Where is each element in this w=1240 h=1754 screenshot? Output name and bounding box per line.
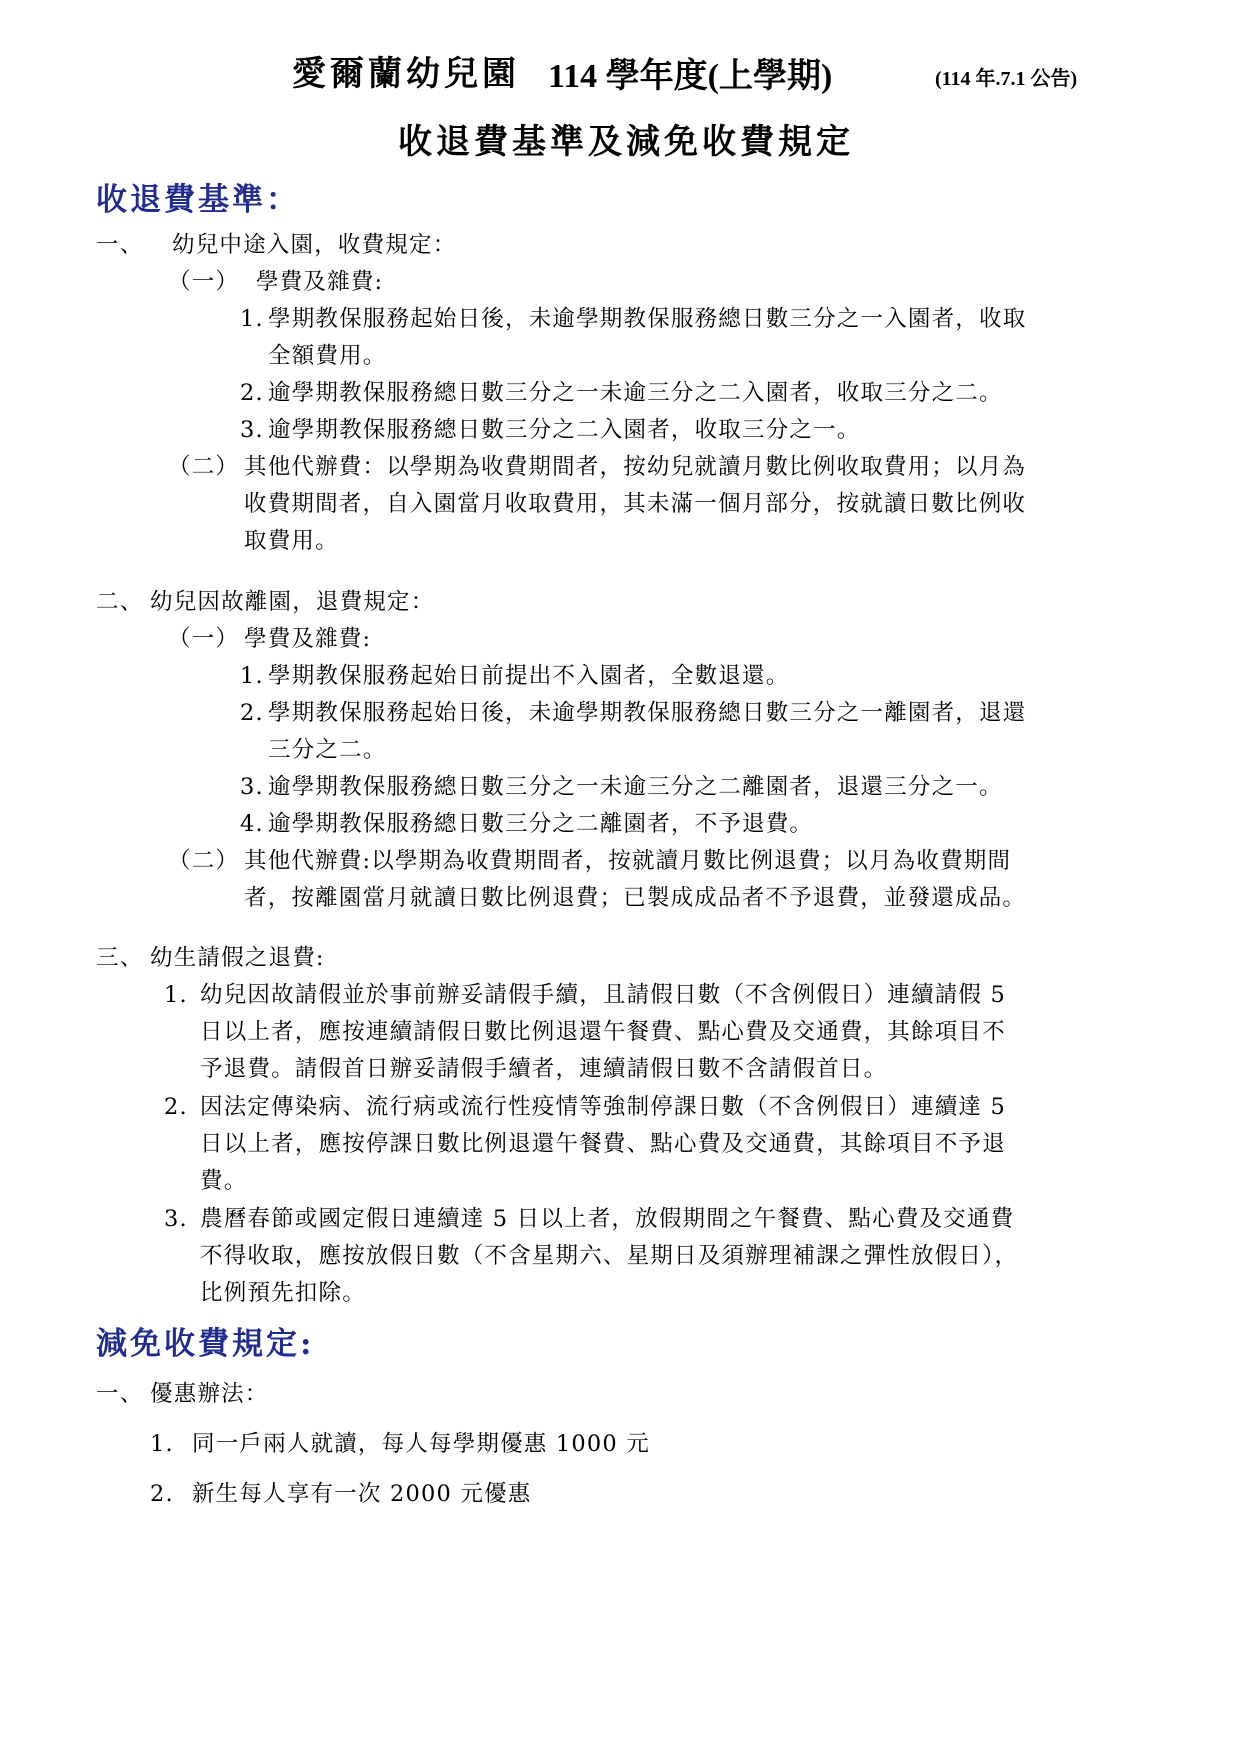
sub-item-text-cont: 收費期間者，自入園當月收取費用，其未滿一個月部分，按就讀日數比例收 [244, 491, 1027, 517]
point-number: 2. [240, 380, 264, 406]
item-number: 二、 [96, 589, 144, 615]
sub-item-text: 其他代辦費:以學期為收費期間者，按就讀月數比例退費；以月為收費期間 [244, 848, 1012, 874]
point-text: 新生每人享有一次 2000 元優惠 [192, 1481, 532, 1507]
sub-item-text-cont: 取費用。 [244, 528, 339, 554]
point-text: 學期教保服務起始日前提出不入園者，全數退還。 [268, 663, 790, 689]
school-name: 愛爾蘭幼兒園 [292, 54, 520, 94]
point-text-cont: 予退費。請假首日辦妥請假手續者，連續請假日數不含請假首日。 [200, 1056, 888, 1082]
point-text: 逾學期教保服務總日數三分之一未逾三分之二離園者，退還三分之一。 [268, 774, 1003, 800]
point-text: 逾學期教保服務總日數三分之二入園者，收取三分之一。 [268, 417, 861, 443]
point-text: 因法定傳染病、流行病或流行性疫情等強制停課日數（不含例假日）連續達 5 [200, 1094, 1006, 1120]
sub-item-label: （二） [168, 454, 240, 480]
school-year-term: 114 學年度(上學期) [548, 58, 833, 95]
point-text: 農曆春節或國定假日連續達 5 日以上者，放假期間之午餐費、點心費及交通費 [200, 1206, 1015, 1232]
point-text-cont: 不得收取，應按放假日數（不含星期六、星期日及須辦理補課之彈性放假日）， [200, 1243, 1019, 1269]
point-number: 1. [164, 982, 188, 1008]
sub-item-title: 學費及雜費: [256, 269, 384, 295]
point-text-cont: 三分之二。 [268, 737, 387, 763]
point-number: 4. [240, 811, 264, 837]
sub-item-label: （一） [168, 626, 240, 652]
point-number: 2. [164, 1094, 188, 1120]
point-number: 3. [240, 774, 264, 800]
sub-item-text: 其他代辦費：以學期為收費期間者，按幼兒就讀月數比例收取費用；以月為 [244, 454, 1027, 480]
point-number: 1. [150, 1431, 174, 1457]
point-number: 2. [240, 700, 264, 726]
section-heading-fee-standards: 收退費基準： [96, 182, 300, 218]
sub-item-label: （一） [168, 269, 240, 295]
item-title: 幼生請假之退費: [150, 945, 325, 971]
point-text-cont: 日以上者，應按停課日數比例退還午餐費、點心費及交通費，其餘項目不予退 [200, 1131, 1006, 1157]
document-subtitle: 收退費基準及減免收費規定 [398, 122, 854, 162]
point-text: 幼兒因故請假並於事前辦妥請假手續，且請假日數（不含例假日）連續請假 5 [200, 982, 1006, 1008]
point-number: 1. [240, 306, 264, 332]
point-text: 學期教保服務起始日後，未逾學期教保服務總日數三分之一離園者，退還 [268, 700, 1027, 726]
point-text-cont: 全額費用。 [268, 343, 387, 369]
section-heading-fee-reduction: 減免收費規定: [96, 1326, 315, 1362]
point-number: 1. [240, 663, 264, 689]
point-text: 逾學期教保服務總日數三分之二離園者，不予退費。 [268, 811, 814, 837]
point-text: 同一戶兩人就讀，每人每學期優惠 1000 元 [192, 1431, 650, 1457]
item-number: 一、 [96, 1381, 144, 1407]
item-number: 三、 [96, 945, 144, 971]
item-title: 幼兒中途入園，收費規定： [172, 232, 457, 258]
point-number: 2. [150, 1481, 174, 1507]
point-text: 學期教保服務起始日後，未逾學期教保服務總日數三分之一入園者，收取 [268, 306, 1027, 332]
item-title: 幼兒因故離園，退費規定： [150, 589, 435, 615]
sub-item-text-cont: 者，按離園當月就讀日數比例退費；已製成成品者不予退費，並發還成品。 [244, 885, 1027, 911]
item-title: 優惠辦法： [150, 1381, 269, 1407]
item-number: 一、 [96, 232, 144, 258]
point-number: 3. [164, 1206, 188, 1232]
point-text-cont: 比例預先扣除。 [200, 1280, 366, 1306]
point-text-cont: 日以上者，應按連續請假日數比例退還午餐費、點心費及交通費，其餘項目不 [200, 1019, 1006, 1045]
point-number: 3. [240, 417, 264, 443]
announce-date: (114 年.7.1 公告) [935, 68, 1078, 90]
sub-item-title: 學費及雜費: [244, 626, 372, 652]
point-text-cont: 費。 [200, 1168, 248, 1194]
sub-item-label: （二） [168, 848, 240, 874]
point-text: 逾學期教保服務總日數三分之一未逾三分之二入園者，收取三分之二。 [268, 380, 1003, 406]
